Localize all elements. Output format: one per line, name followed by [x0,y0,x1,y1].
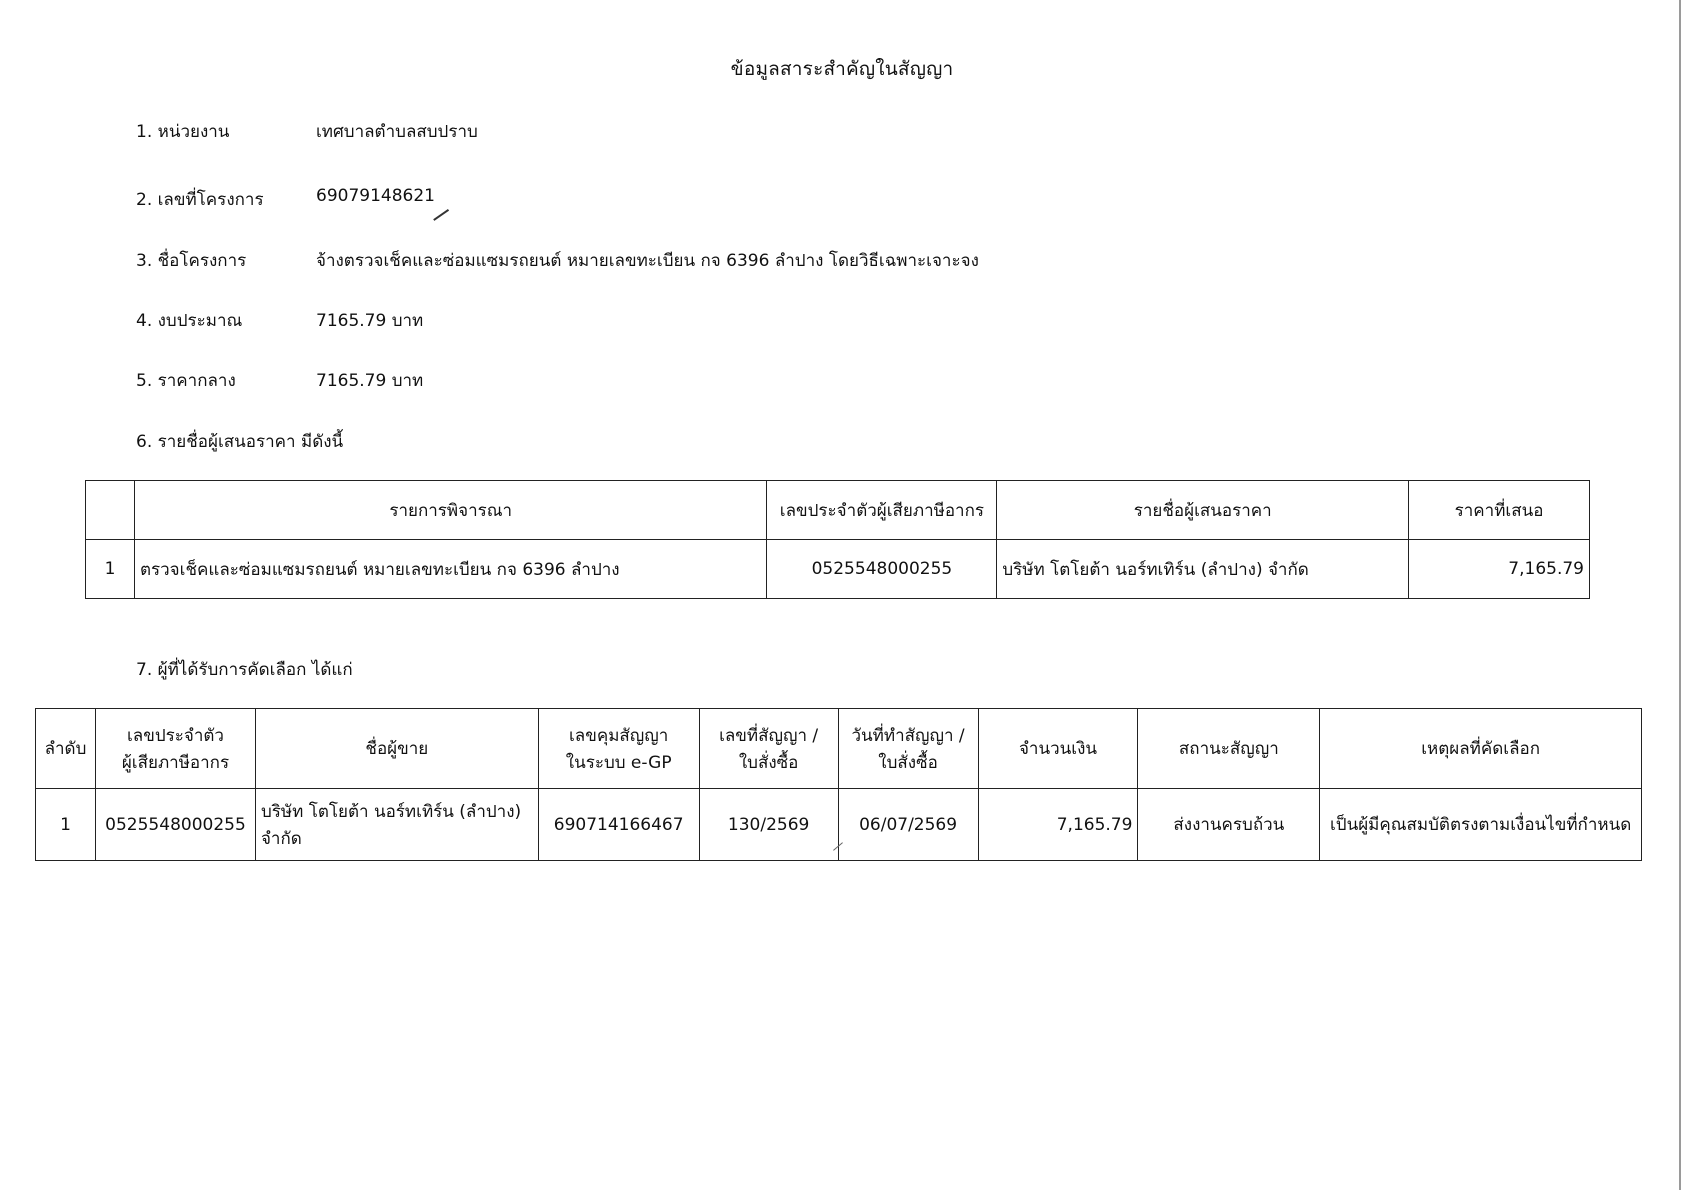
header-text: ใบสั่งซื้อ [878,752,938,773]
selected-reason: เป็นผู้มีคุณสมบัติตรงตามเงื่อนไขที่กำหนด [1320,789,1642,861]
header-text: ผู้เสียภาษีอากร [121,752,230,773]
selected-header-seller [255,709,538,789]
header-text: เลขที่สัญญา / [719,725,819,746]
selected-status: ส่งงานครบถ้วน [1138,789,1320,861]
pen-tick-mark [433,209,449,221]
selected-tax-id: 0525548000255 [95,789,255,861]
bidders-header-tax-id: เลขประจำตัวผู้เสียภาษีอากร [767,481,997,540]
bidder-price: 7,165.79 [1409,540,1590,599]
field-project-number-value: 69079148621 [316,186,435,206]
selected-contract-date: 06/07/2569 [838,789,978,861]
header-text: ลำดับ [44,739,87,759]
selected-table [35,708,1642,861]
selected-header-reason [1320,709,1642,789]
selected-egp-no: 690714166467 [538,789,699,861]
field-budget-label: 4. งบประมาณ [136,311,243,331]
selected-section-label: 7. ผู้ที่ได้รับการคัดเลือก ได้แก่ [136,660,353,680]
page-title: ข้อมูลสาระสำคัญในสัญญา [730,58,954,80]
header-text: วันที่ทำสัญญา / [851,725,965,746]
bidders-section-label: 6. รายชื่อผู้เสนอราคา มีดังนี้ [136,432,344,452]
field-project-number-label: 2. เลขที่โครงการ [136,190,264,210]
header-text: ใบสั่งซื้อ [738,752,799,773]
scan-edge-line [1679,0,1681,1190]
bidders-header-bidder-name: รายชื่อผู้เสนอราคา [997,481,1409,540]
bidders-header-item: รายการพิจารณา [134,481,766,540]
selected-header-row [36,709,1642,789]
selected-header-amount [978,709,1138,789]
selected-no: 1 [36,789,96,861]
field-median-price-label: 5. ราคากลาง [136,371,236,391]
header-text: ชื่อผู้ขาย [365,739,429,759]
selected-header-contract-date [838,709,978,789]
table-row [36,789,1642,861]
header-text: ในระบบ e-GP [565,752,672,773]
field-project-name-label: 3. ชื่อโครงการ [136,251,247,271]
selected-seller [255,789,538,861]
selected-contract-no: 130/2569 [699,789,838,861]
bidders-header-price: ราคาที่เสนอ [1409,481,1590,540]
field-agency-value: เทศบาลตำบลสบปราบ [316,122,478,142]
selected-header-tax-id [95,709,255,789]
header-text: เลขคุมสัญญา [569,725,669,746]
field-median-price-value: 7165.79 บาท [316,371,424,391]
header-text: สถานะสัญญา [1178,739,1279,759]
field-budget-value: 7165.79 บาท [316,311,424,331]
bidder-item: ตรวจเช็คและซ่อมแซมรถยนต์ หมายเลขทะเบียน กจ 6396 ลำปาง [134,540,766,599]
bidders-header-row [86,481,1590,540]
selected-header-status [1138,709,1320,789]
table-row [86,540,1590,599]
selected-amount: 7,165.79 [978,789,1138,861]
bidder-index: 1 [86,540,135,599]
field-agency-label: 1. หน่วยงาน [136,122,230,142]
header-text: เหตุผลที่คัดเลือก [1421,739,1541,759]
selected-header-no [36,709,96,789]
seller-name-line2: จำกัด [260,828,302,849]
selected-header-egp-no [538,709,699,789]
seller-name-line1: บริษัท โตโยต้า นอร์ทเทิร์น (ลำปาง) [260,801,522,822]
field-project-name-value: จ้างตรวจเช็คและซ่อมแซมรถยนต์ หมายเลขทะเบียน กจ 6396 ลำปาง โดยวิธีเฉพาะเจาะจง [316,251,979,271]
bidder-name: บริษัท โตโยต้า นอร์ทเทิร์น (ลำปาง) จำกัด [997,540,1409,599]
selected-header-contract-no [699,709,838,789]
bidder-tax-id: 0525548000255 [767,540,997,599]
bidders-header-index [86,481,135,540]
bidders-table [85,480,1590,599]
header-text: เลขประจำตัว [126,725,224,746]
header-text: จำนวนเงิน [1018,739,1097,759]
